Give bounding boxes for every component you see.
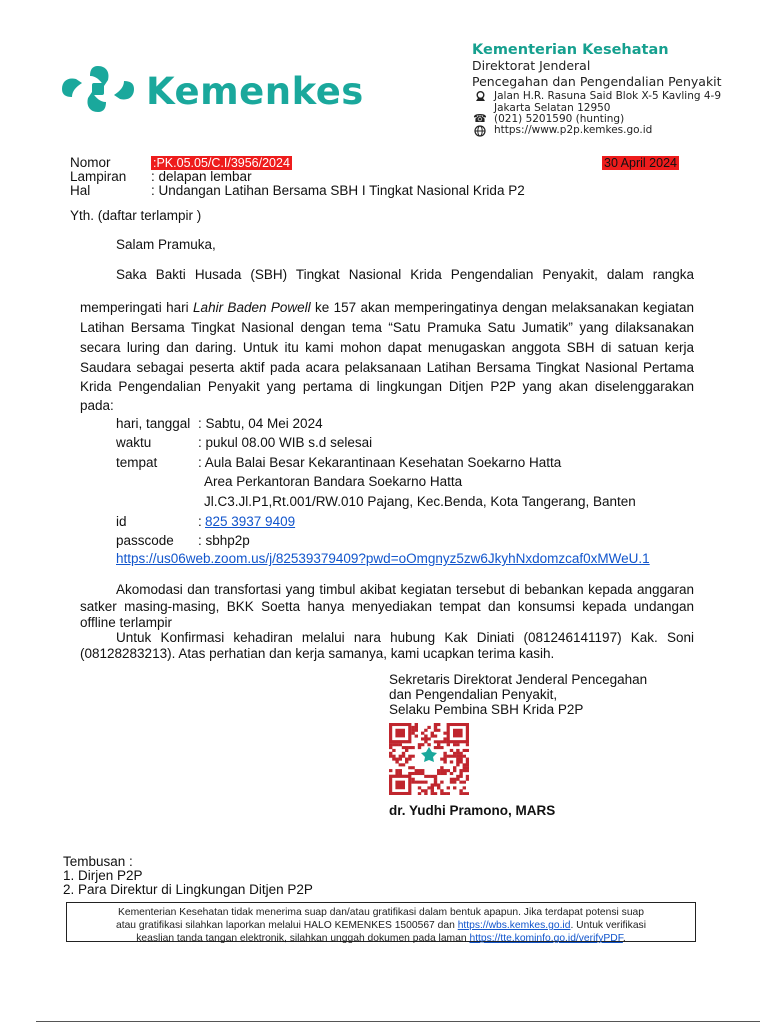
phone-number: (021) 5201590 (hunting) [494,113,625,125]
footer-line: atau gratifikasi silahkan laporkan melalui HALO KEMENKES 1500567 dan https://wbs.kemkes.go.id. Untuk verifikasi [115,920,646,931]
logo-text: Kemenkes [146,70,364,113]
tembusan-title: Tembusan : [63,854,133,869]
paragraph-1-line: Krida Pengendalian Penyakit yang pertama di lingkungan Ditjen P2P yang akan diselenggarakan [80,379,694,394]
org-title: Kementerian Kesehatan [472,42,669,58]
detail-value: Area Perkantoran Bandara Soekarno Hatta [204,474,463,489]
hal-label: Hal [70,183,91,198]
globe-icon [474,125,486,137]
passcode-label: passcode [116,533,174,548]
address-line-2: Jakarta Selatan 12950 [494,102,611,114]
footer-line: Kementerian Kesehatan tidak menerima suap dan/atau gratifikasi dalam bentuk apapun. Jika terdapat potensi suap [117,907,645,918]
paragraph-1-line: pada: [80,398,114,413]
zoom-link[interactable]: https://us06web.zoom.us/j/82539379409?pwd=oOmgnyz5zw6JkyhNxdomzcaf0xMWeU.1 [116,551,650,566]
meeting-id-link[interactable]: 825 3937 9409 [205,514,296,529]
phone-icon: ☎ [473,113,487,125]
letter-date: 30 April 2024 [604,156,677,170]
paragraph-2-line: satker masing-masing, BKK Soetta hanya menyediakan tempat dan konsumsi kepada undangan [80,599,694,614]
address-line-1: Jalan H.R. Rasuna Said Blok X-5 Kavling 4-9 [494,90,722,102]
lampiran-label: Lampiran [70,169,127,184]
paragraph-3-line: (08128283213). Atas perhatian dan kerja samanya, kami ucapkan terima kasih. [80,646,555,661]
detail-value: Jl.C3.Jl.P1,Rt.001/RW.010 Pajang, Kec.Benda, Kota Tangerang, Banten [204,494,636,509]
passcode-value: : sbhp2p [198,533,250,548]
page-bottom-rule [36,1021,760,1022]
tembusan-item: 2. Para Direktur di Lingkungan Ditjen P2P [63,882,313,897]
kemenkes-logo-icon [60,64,136,114]
meeting-id-label: id [116,514,127,529]
tembusan-item: 1. Dirjen P2P [63,868,143,883]
footer-line: keaslian tanda tangan elektronik, silahkan unggah dokumen pada laman https://tte.kominfo.go.id/verifyPDF. [136,933,626,944]
wbs-link[interactable]: https://wbs.kemkes.go.id [457,920,571,931]
verify-pdf-link[interactable]: https://tte.kominfo.go.id/verifyPDF [469,933,623,944]
website-url[interactable]: https://www.p2p.kemkes.go.id [494,124,653,136]
org-subtitle-1: Direktorat Jenderal [472,58,591,73]
detail-label: hari, tanggal [116,416,191,431]
footer-disclaimer [66,902,696,942]
meeting-id-colon: : [198,514,202,529]
signatory-title-2: dan Pengendalian Penyakit, [389,687,558,702]
nomor-value: :PK.05.05/C.I/3956/2024 [153,156,290,170]
nomor-label: Nomor [70,155,111,170]
paragraph-2-line: offline terlampir [80,615,173,630]
paragraph-1-line: Saudara sebagai peserta aktif pada acara pelaksanaan Latihan Bersama Tingkat Nasional Pertama [80,360,694,375]
hal-value: : Undangan Latihan Bersama SBH I Tingkat Nasional Krida P2 [151,183,525,198]
paragraph-2-line: Akomodasi dan transfortasi yang timbul akibat kegiatan tersebut di bebankan kepada anggaran [116,582,694,597]
signatory-title-1: Sekretaris Direktorat Jenderal Pencegahan [389,672,648,687]
paragraph-1-line: Latihan Bersama Tingkat Nasional dengan tema “Satu Pramuka Satu Jumatik” yang dilaksanakan [80,320,694,335]
greeting: Salam Pramuka, [116,237,216,252]
signatory-title-3: Selaku Pembina SBH Krida P2P [389,702,584,717]
detail-label: tempat [116,455,158,470]
detail-value: : Aula Balai Besar Kekarantinaan Kesehatan Soekarno Hatta [198,455,562,470]
detail-label: waktu [116,435,152,450]
paragraph-3-line: Untuk Konfirmasi kehadiran melalui nara hubung Kak Diniati (081246141197) Kak. Soni [116,630,694,645]
detail-value: : Sabtu, 04 Mei 2024 [198,416,323,431]
org-subtitle-2: Pencegahan dan Pengendalian Penyakit [472,74,722,89]
location-icon [475,91,486,102]
paragraph-1-line: memperingati hari Lahir Baden Powell ke 157 akan memperingatinya dengan melaksanakan kegiatan [80,300,694,315]
detail-value: : pukul 08.00 WIB s.d selesai [198,435,373,450]
signatory-name: dr. Yudhi Pramono, MARS [389,803,556,818]
recipient: Yth. (daftar terlampir ) [70,208,202,223]
paragraph-1-line: Saka Bakti Husada (SBH) Tingkat Nasional Krida Pengendalian Penyakit, dalam rangka [116,267,694,282]
lampiran-value: : delapan lembar [151,169,252,184]
signature-qr-code [389,723,469,795]
paragraph-1-line: secara luring dan daring. Untuk itu kami mohon dapat menugaskan anggota SBH di satuan kerja [80,340,694,355]
